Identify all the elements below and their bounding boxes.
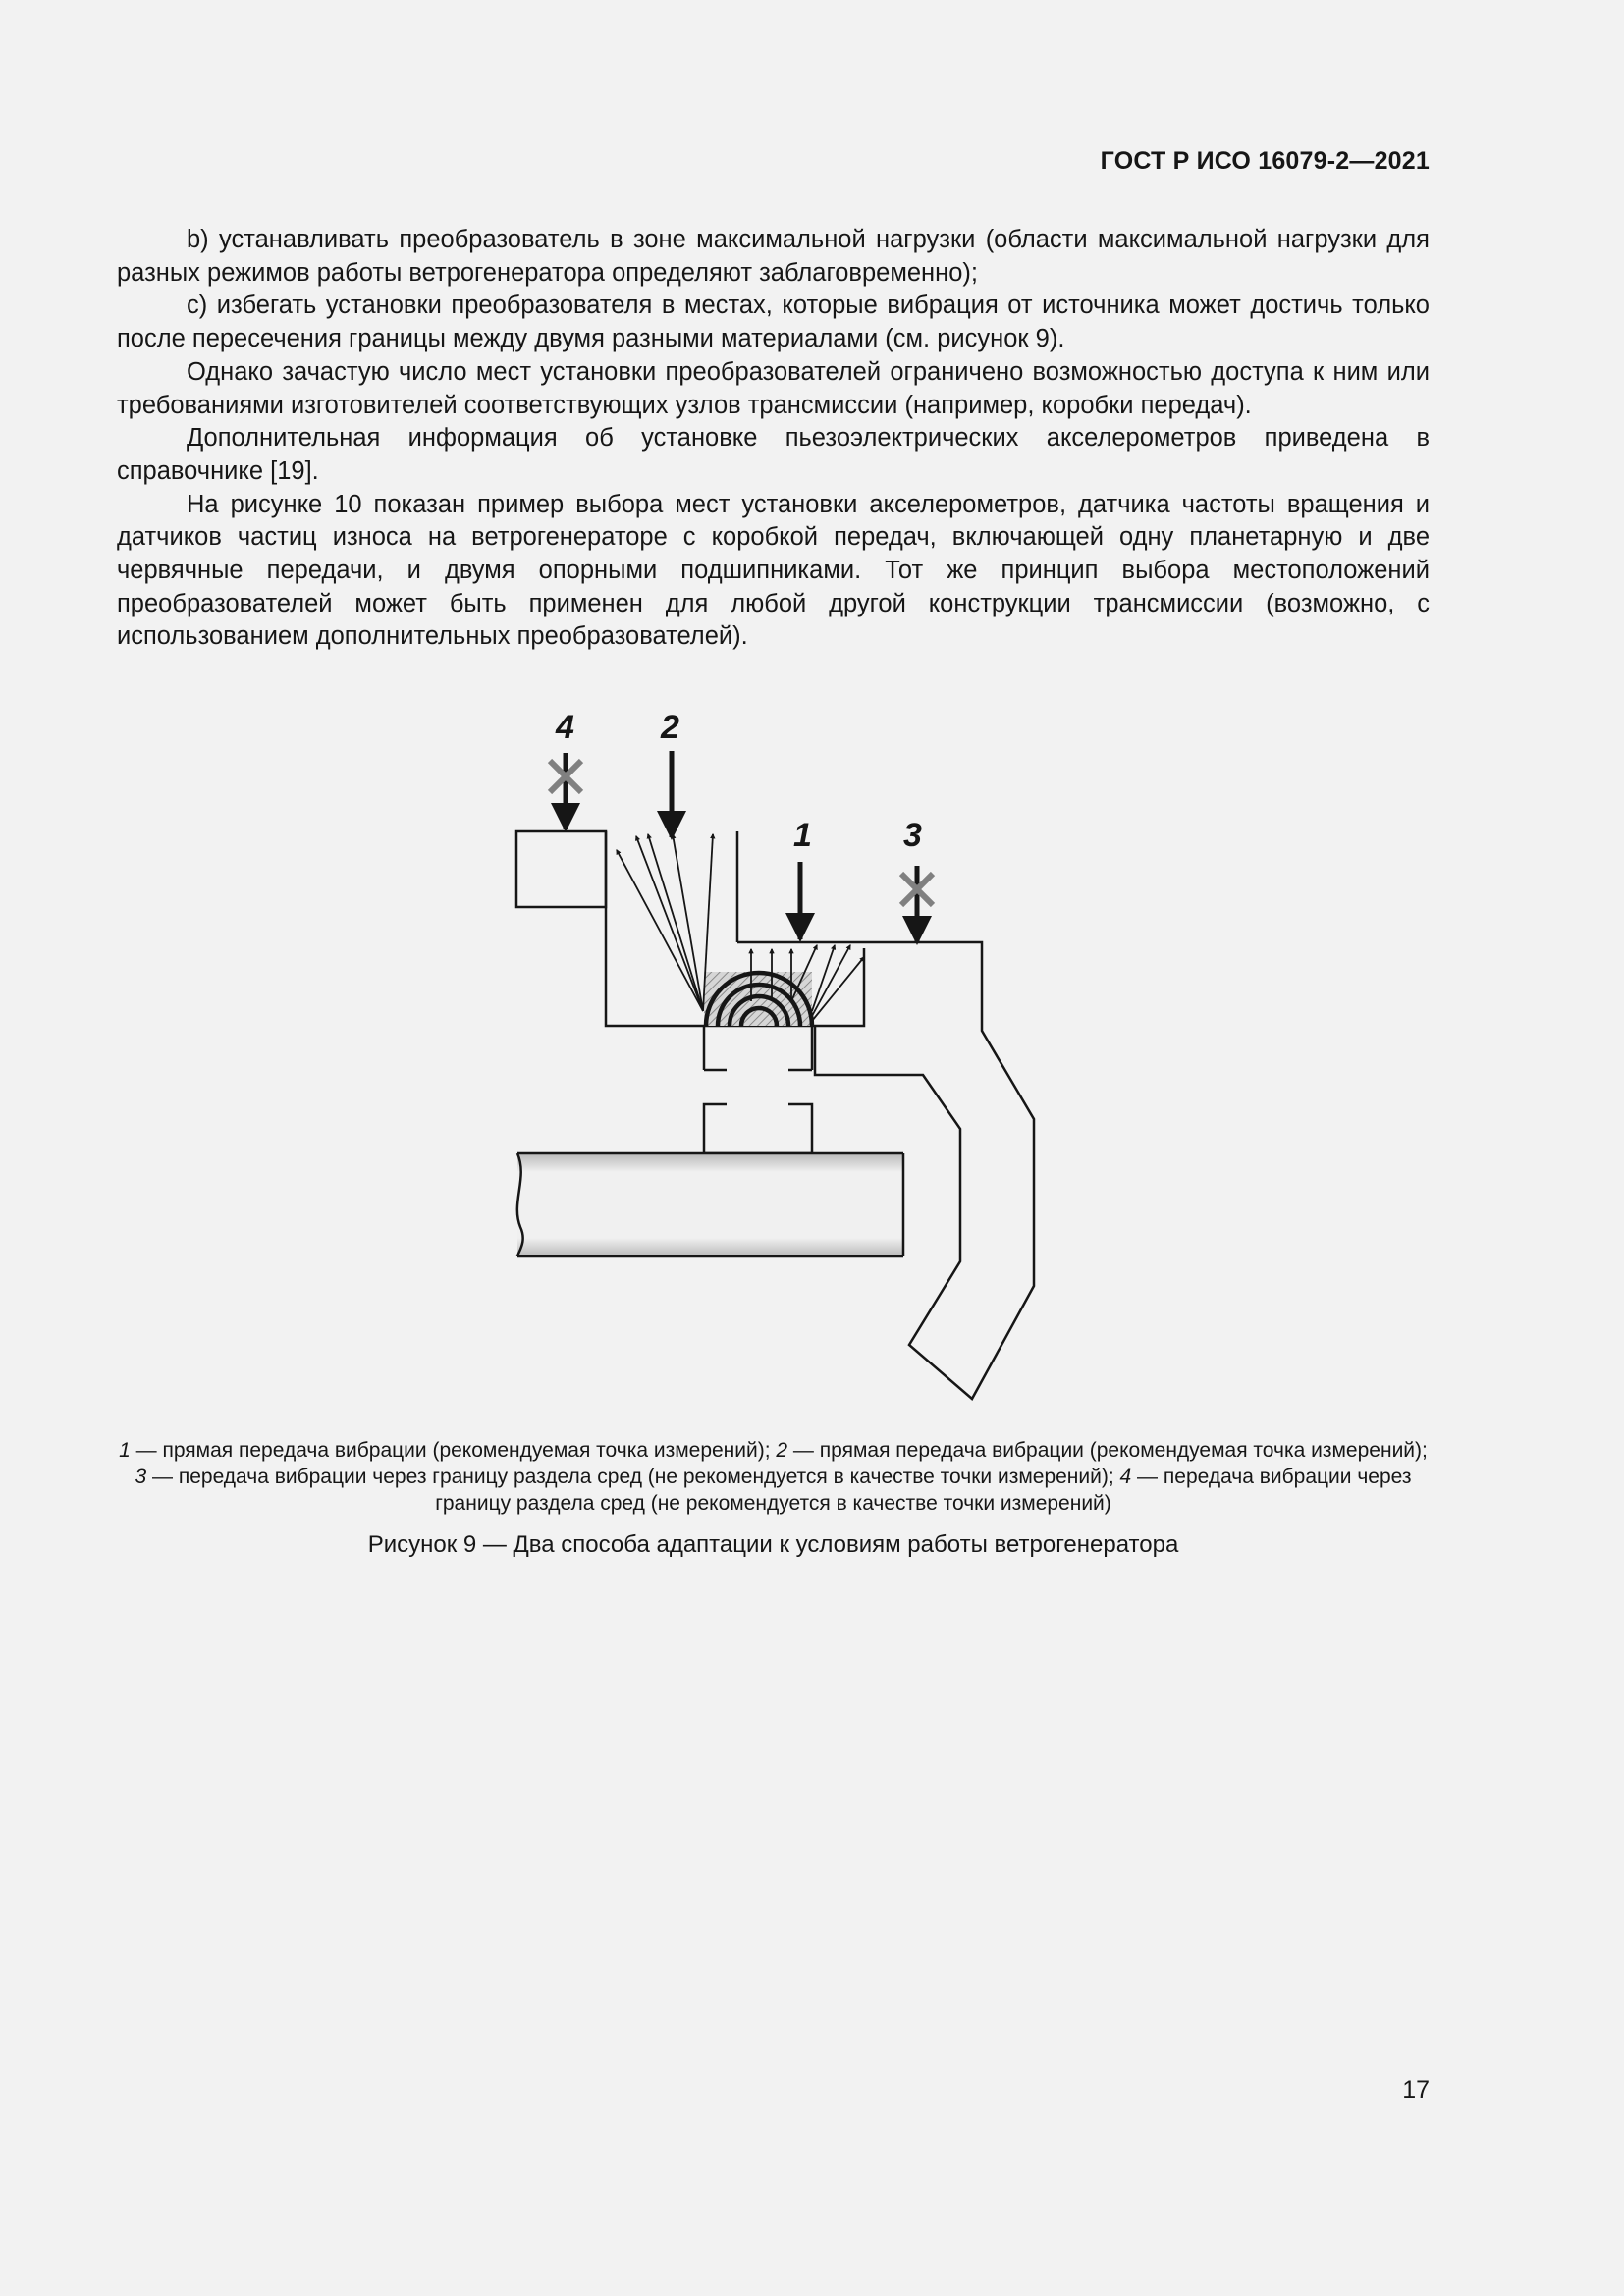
paragraph: Дополнительная информация об установке пьезоэлектрических акселерометров приведена в справочнике [19]. bbox=[117, 424, 1430, 485]
vibration-transmission-diagram bbox=[491, 692, 1080, 1418]
label-1: 1 bbox=[793, 817, 812, 854]
figure-9 bbox=[491, 692, 1080, 1418]
measurement-point-4 bbox=[550, 709, 581, 829]
figure-caption: Рисунок 9 — Два способа адаптации к условиям работы ветрогенератора bbox=[367, 1531, 1179, 1558]
paragraph: c) избегать установки преобразователя в местах, которые вибрация от источника может достичь только после пересечения границы между двумя разными материалами (см. рисунок 9). bbox=[117, 292, 1430, 353]
legend-text: — прямая передача вибрации (рекомендуемая точка измерений); bbox=[130, 1439, 777, 1462]
shaft bbox=[517, 1153, 903, 1256]
measurement-point-3 bbox=[901, 817, 933, 942]
body-text bbox=[117, 224, 1430, 654]
legend-key: 3 bbox=[135, 1466, 147, 1488]
paragraph: b) устанавливать преобразователь в зоне максимальной нагрузки (области максимальной нагрузки для разных режимов работы ветрогенератора определяют заблаговременно); bbox=[117, 226, 1430, 287]
label-3: 3 bbox=[903, 817, 922, 854]
measurement-point-2 bbox=[660, 709, 679, 837]
document-header: ГОСТ Р ИСО 16079-2—2021 bbox=[1100, 147, 1430, 175]
legend-text: — прямая передача вибрации (рекомендуемая точка измерений); bbox=[787, 1439, 1428, 1462]
legend-text: — передача вибрации через границу раздела сред (не рекомендуется в качестве точки измерений) bbox=[435, 1466, 1412, 1515]
label-4: 4 bbox=[556, 709, 574, 746]
legend-key: 1 bbox=[119, 1439, 131, 1462]
figure-legend bbox=[117, 1437, 1430, 1517]
label-2: 2 bbox=[661, 709, 679, 746]
legend-key: 4 bbox=[1119, 1466, 1132, 1488]
page-number: 17 bbox=[1402, 2076, 1430, 2104]
measurement-point-1 bbox=[793, 817, 812, 939]
legend-text: — передача вибрации через границу раздела сред (не рекомендуется в качестве точки измерений); bbox=[146, 1466, 1120, 1488]
housing-outline bbox=[516, 831, 1034, 1399]
legend-key: 2 bbox=[776, 1439, 788, 1462]
bearing-assembly bbox=[704, 972, 812, 1153]
paragraph: На рисунке 10 показан пример выбора мест установки акселерометров, датчика частоты вращения и датчиков частиц износа на ветрогенераторе с коробкой передач, включающей одну планетарную и две червячные передачи, и двумя опорными подшипниками. Тот же принцип выбора местоположений преобразователей может быть применен для любой другой конструкции трансмиссии (возможно, с использованием дополнительных преобразователей). bbox=[117, 490, 1430, 651]
sensor-block-4 bbox=[516, 831, 606, 907]
paragraph: Однако зачастую число мест установки преобразователей ограничено возможностью доступа к ним или требованиями изготовителей соответствующих узлов трансмиссии (например, коробки передач). bbox=[117, 357, 1430, 419]
